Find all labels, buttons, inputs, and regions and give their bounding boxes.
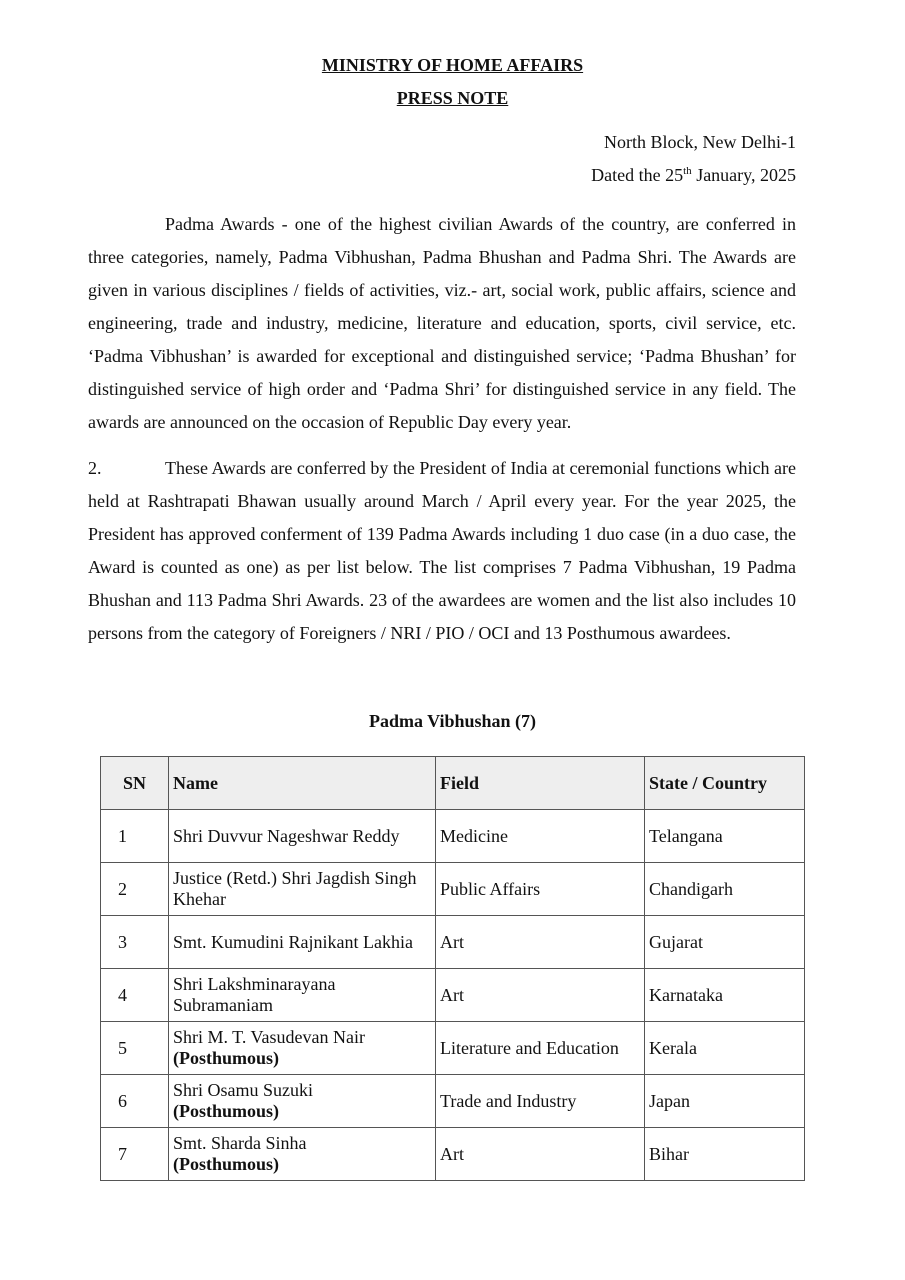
paragraph-number: 2. — [88, 458, 102, 478]
awardee-name: Shri Lakshminarayana Subramaniam — [173, 974, 336, 1015]
cell-field: Art — [436, 916, 645, 969]
cell-name — [169, 969, 436, 1022]
cell-sn: 5 — [101, 1022, 169, 1075]
cell-field: Medicine — [436, 810, 645, 863]
press-note-heading: PRESS NOTE — [396, 88, 509, 108]
awardee-name: Smt. Kumudini Rajnikant Lakhia — [173, 931, 413, 952]
cell-field: Public Affairs — [436, 863, 645, 916]
table-caption: Padma Vibhushan (7) — [368, 711, 537, 731]
awardee-name: Smt. Sharda Sinha — [173, 1133, 307, 1153]
date-prefix: Dated the 25 — [591, 165, 684, 185]
cell-name — [169, 810, 436, 863]
cell-state: Kerala — [645, 1022, 805, 1075]
table-row — [101, 1022, 805, 1075]
cell-sn: 6 — [101, 1075, 169, 1128]
table-row — [101, 1128, 805, 1181]
paragraph-2 — [88, 452, 796, 650]
cell-state: Telangana — [645, 810, 805, 863]
paragraph-2-text: These Awards are conferred by the President of India at ceremonial functions which are held at Rashtrapati Bhawan usually around March / April every year. For the year 2025, the President has approved conferment of 139 Padma Awards including 1 duo case (in a duo case, the Award is counted as one) as per list below. The list comprises 7 Padma Vibhushan, 19 Padma Bhushan and 113 Padma Shri Awards. 23 of the awardees are women and the list also includes 10 persons from the category of Foreigners / NRI / PIO / OCI and 13 Posthumous awardees. — [88, 458, 796, 643]
cell-name — [169, 916, 436, 969]
ministry-heading: MINISTRY OF HOME AFFAIRS — [321, 55, 584, 75]
cell-state: Chandigarh — [645, 863, 805, 916]
table-row — [101, 810, 805, 863]
cell-state: Karnataka — [645, 969, 805, 1022]
awardee-name: Shri Duvvur Nageshwar Reddy — [173, 825, 400, 846]
header-state: State / Country — [645, 757, 805, 810]
cell-sn: 7 — [101, 1128, 169, 1181]
cell-name — [169, 1022, 436, 1075]
cell-field: Literature and Education — [436, 1022, 645, 1075]
address-line: North Block, New Delhi-1 — [604, 132, 796, 152]
cell-sn: 4 — [101, 969, 169, 1022]
table-header-row — [101, 757, 805, 810]
header-field: Field — [436, 757, 645, 810]
cell-sn: 3 — [101, 916, 169, 969]
posthumous-note: (Posthumous) — [173, 1048, 280, 1068]
awardee-name: Shri Osamu Suzuki — [173, 1080, 314, 1100]
cell-field: Art — [436, 969, 645, 1022]
cell-name — [169, 1128, 436, 1181]
cell-state: Bihar — [645, 1128, 805, 1181]
cell-name — [169, 1075, 436, 1128]
paragraph-1: Padma Awards - one of the highest civilian Awards of the country, are conferred in three categories, namely, Padma Vibhushan, Padma Bhushan and Padma Shri. The Awards are given in various disciplines / fields of activities, viz.- art, social work, public affairs, science and engineering, trade and industry, medicine, literature and education, sports, civil service, etc. ‘Padma Vibhushan’ is awarded for exceptional and distinguished service; ‘Padma Bhushan’ for distinguished service of high order and ‘Padma Shri’ for distinguished service in any field. The awards are announced on the occasion of Republic Day every year. — [88, 214, 796, 432]
posthumous-note: (Posthumous) — [173, 1154, 280, 1174]
awardee-name: Justice (Retd.) Shri Jagdish Singh Khehar — [173, 868, 417, 909]
table-row — [101, 1075, 805, 1128]
date-superscript: th — [683, 165, 692, 177]
cell-sn: 1 — [101, 810, 169, 863]
cell-field: Trade and Industry — [436, 1075, 645, 1128]
cell-name — [169, 863, 436, 916]
date-line — [591, 165, 796, 186]
cell-sn: 2 — [101, 863, 169, 916]
posthumous-note: (Posthumous) — [173, 1101, 280, 1121]
awardee-name: Shri M. T. Vasudevan Nair — [173, 1027, 365, 1047]
header-name: Name — [169, 757, 436, 810]
header-sn: SN — [101, 757, 169, 810]
cell-state: Gujarat — [645, 916, 805, 969]
table-row — [101, 863, 805, 916]
date-suffix: January, 2025 — [691, 165, 796, 185]
cell-state: Japan — [645, 1075, 805, 1128]
table-row — [101, 969, 805, 1022]
awards-table — [100, 756, 805, 1181]
cell-field: Art — [436, 1128, 645, 1181]
table-row — [101, 916, 805, 969]
